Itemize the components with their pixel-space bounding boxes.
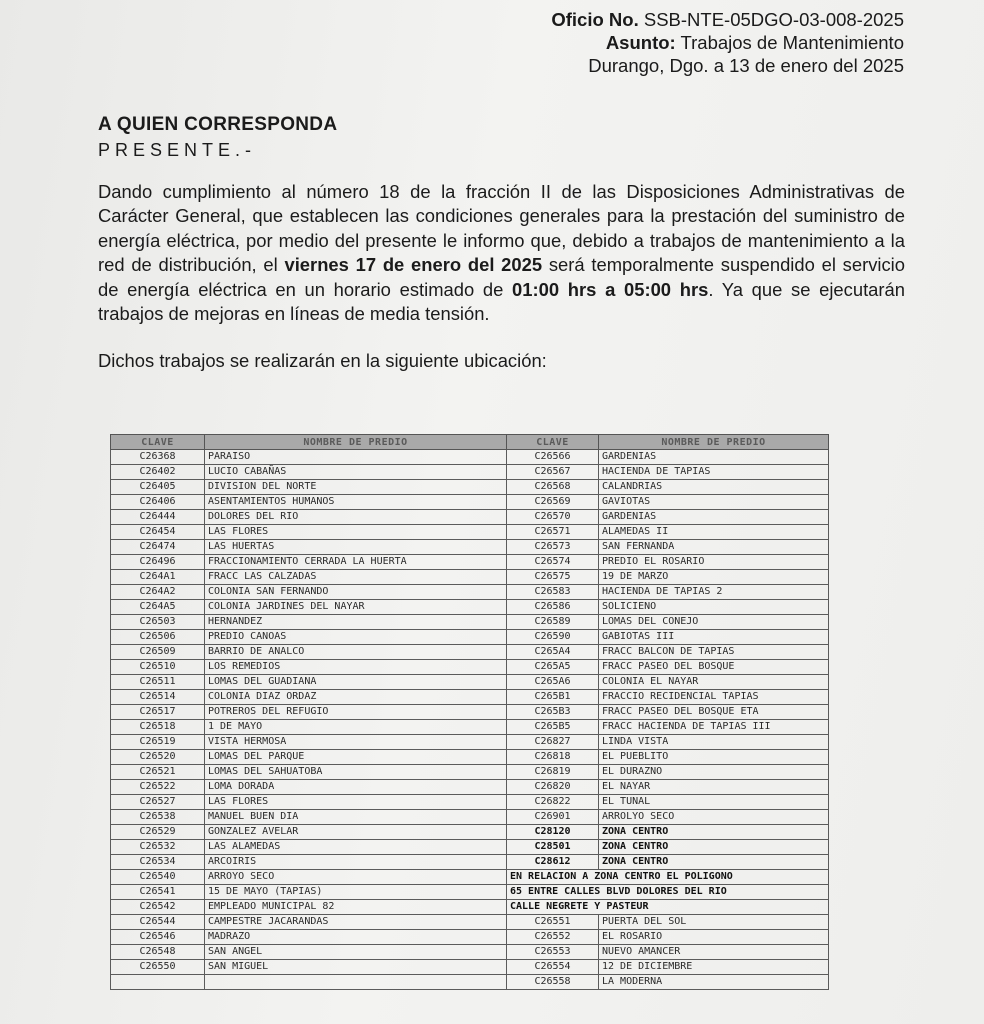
table-row [111,495,829,510]
cell-clave-2: C265A6 [507,675,599,690]
salutation: A QUIEN CORRESPONDA [98,114,338,135]
cell-clave: C26529 [111,825,205,840]
table-row [111,480,829,495]
cell-nombre: PREDIO CANOAS [205,630,507,645]
cell-clave: C26503 [111,615,205,630]
cell-clave: C26511 [111,675,205,690]
cell-nombre: ARROYO SECO [205,870,507,885]
cell-clave-2: C26901 [507,810,599,825]
cell-clave-2: C26558 [507,975,599,990]
table-row [111,780,829,795]
cell-clave-2: C26569 [507,495,599,510]
table-row [111,615,829,630]
cell-nombre-2: EN RELACION A ZONA CENTRO EL POLIGONO [507,870,829,885]
cell-clave-2: C265B3 [507,705,599,720]
cell-nombre-2: CALANDRIAS [599,480,829,495]
cell-clave-2: C26567 [507,465,599,480]
table-row [111,720,829,735]
cell-nombre: COLONIA DIAZ ORDAZ [205,690,507,705]
cell-clave: C26544 [111,915,205,930]
table-header-row [111,435,829,450]
cell-clave: C26538 [111,810,205,825]
cell-clave-2: C26570 [507,510,599,525]
cell-nombre: DIVISION DEL NORTE [205,480,507,495]
table-row [111,450,829,465]
table-row [111,585,829,600]
cell-nombre-2: CALLE NEGRETE Y PASTEUR [507,900,829,915]
cell-clave: C26402 [111,465,205,480]
cell-clave: C26546 [111,930,205,945]
outage-time: 01:00 hrs a 05:00 hrs [512,278,709,300]
cell-clave-2: C26574 [507,555,599,570]
table-row [111,525,829,540]
cell-clave-2: C26590 [507,630,599,645]
cell-nombre: VISTA HERMOSA [205,735,507,750]
cell-clave: C26406 [111,495,205,510]
cell-nombre: POTREROS DEL REFUGIO [205,705,507,720]
cell-clave-2: C26586 [507,600,599,615]
cell-nombre: LOMAS DEL GUADIANA [205,675,507,690]
cell-nombre-2: NUEVO AMANCER [599,945,829,960]
cell-nombre-2: LA MODERNA [599,975,829,990]
cell-clave-2: C28501 [507,840,599,855]
cell-nombre-2: FRACC BALCON DE TAPIAS [599,645,829,660]
cell-nombre-2: GABIOTAS III [599,630,829,645]
cell-nombre: LAS FLORES [205,795,507,810]
cell-clave: C26509 [111,645,205,660]
cell-clave: C26527 [111,795,205,810]
cell-clave-2: C26551 [507,915,599,930]
cell-clave: C26510 [111,660,205,675]
cell-clave-2: C265B5 [507,720,599,735]
cell-nombre-2: GARDENIAS [599,510,829,525]
cell-clave: C26454 [111,525,205,540]
cell-nombre-2: FRACCIO RECIDENCIAL TAPIAS [599,690,829,705]
paragraph-text-1: Dando cumplimiento al número 18 de la fracción II de las Disposiciones Administrativas de Carácter General, que establecen las condiciones generales para la prestación del suministro de energía eléctrica, por medio del presente le informo que, debido a trabajos de mantenimiento a la red de distribución, el [98,181,905,276]
place-date: Durango, Dgo. a 13 de enero del 2025 [588,55,904,76]
cell-nombre: MANUEL BUEN DIA [205,810,507,825]
cell-clave: C26520 [111,750,205,765]
cell-clave-2: C26568 [507,480,599,495]
cell-nombre-2: 19 DE MARZO [599,570,829,585]
cell-nombre-2: HACIENDA DE TAPIAS [599,465,829,480]
cell-nombre-2: HACIENDA DE TAPIAS 2 [599,585,829,600]
cell-clave-2: C26818 [507,750,599,765]
cell-nombre-2: GARDENIAS [599,450,829,465]
cell-clave: C26506 [111,630,205,645]
table-row [111,645,829,660]
table-row [111,915,829,930]
cell-nombre: 15 DE MAYO (TAPIAS) [205,885,507,900]
cell-nombre-2: PREDIO EL ROSARIO [599,555,829,570]
cell-nombre-2: SAN FERNANDA [599,540,829,555]
cell-nombre-2: ZONA CENTRO [599,825,829,840]
cell-nombre: 1 DE MAYO [205,720,507,735]
cell-nombre-2: EL NAYAR [599,780,829,795]
cell-nombre-2: COLONIA EL NAYAR [599,675,829,690]
table-row [111,855,829,870]
outage-date: viernes 17 de enero del 2025 [284,254,543,276]
cell-nombre [205,975,507,990]
cell-clave-2: C265A5 [507,660,599,675]
presente: PRESENTE.- [98,140,257,160]
cell-nombre: PARAISO [205,450,507,465]
header-clave-2: CLAVE [507,435,599,450]
table-row [111,825,829,840]
cell-clave: C26534 [111,855,205,870]
table-row [111,960,829,975]
cell-nombre-2: SOLICIENO [599,600,829,615]
cell-clave: C26522 [111,780,205,795]
cell-clave: C26514 [111,690,205,705]
cell-nombre: COLONIA SAN FERNANDO [205,585,507,600]
cell-clave: C26542 [111,900,205,915]
letter-header [551,8,904,77]
table-row [111,945,829,960]
table-row [111,675,829,690]
cell-clave-2: C26552 [507,930,599,945]
body-paragraph [98,180,905,326]
cell-nombre: ASENTAMIENTOS HUMANOS [205,495,507,510]
header-nombre-2: NOMBRE DE PREDIO [599,435,829,450]
cell-clave: C26550 [111,960,205,975]
oficio-label: Oficio No. [551,9,639,30]
table-row [111,555,829,570]
cell-clave: C26444 [111,510,205,525]
cell-clave: C26519 [111,735,205,750]
cell-nombre-2: EL DURAZNO [599,765,829,780]
cell-clave-2: C26822 [507,795,599,810]
oficio-line [551,8,904,31]
cell-clave: C26541 [111,885,205,900]
cell-nombre: LAS ALAMEDAS [205,840,507,855]
cell-nombre: LAS HUERTAS [205,540,507,555]
cell-clave-2: C26571 [507,525,599,540]
paragraph-text-3: . Ya que se ejecutarán trabajos de mejoras en líneas de media tensión. [98,278,905,325]
table-row [111,765,829,780]
table-body [111,450,829,990]
cell-clave-2: C26575 [507,570,599,585]
header-clave: CLAVE [111,435,205,450]
cell-nombre: GONZALEZ AVELAR [205,825,507,840]
location-intro: Dichos trabajos se realizarán en la siguiente ubicación: [98,350,547,371]
cell-clave-2: C26566 [507,450,599,465]
cell-nombre: EMPLEADO MUNICIPAL 82 [205,900,507,915]
cell-clave: C264A2 [111,585,205,600]
cell-nombre-2: FRACC HACIENDA DE TAPIAS III [599,720,829,735]
locations-table-wrapper [110,434,828,990]
cell-clave-2: C26583 [507,585,599,600]
table-row [111,600,829,615]
oficio-number: SSB-NTE-05DGO-03-008-2025 [643,9,904,30]
cell-clave: C26474 [111,540,205,555]
cell-nombre-2: EL PUEBLITO [599,750,829,765]
cell-nombre-2: EL ROSARIO [599,930,829,945]
asunto-label: Asunto: [605,32,676,53]
table-row [111,630,829,645]
cell-clave-2: C265A4 [507,645,599,660]
cell-nombre: LOMAS DEL SAHUATOBA [205,765,507,780]
cell-nombre-2: ZONA CENTRO [599,855,829,870]
table-row [111,510,829,525]
cell-nombre-2: EL TUNAL [599,795,829,810]
cell-nombre: SAN MIGUEL [205,960,507,975]
table-row [111,660,829,675]
cell-clave-2: C26819 [507,765,599,780]
table-row [111,735,829,750]
cell-clave-2: C28120 [507,825,599,840]
cell-clave: C264A5 [111,600,205,615]
cell-clave-2: C26553 [507,945,599,960]
cell-nombre-2: ALAMEDAS II [599,525,829,540]
cell-clave: C26540 [111,870,205,885]
cell-nombre: BARRIO DE ANALCO [205,645,507,660]
table-row [111,540,829,555]
cell-clave: C26548 [111,945,205,960]
table-row [111,885,829,900]
cell-nombre-2: 12 DE DICIEMBRE [599,960,829,975]
table-row [111,795,829,810]
cell-clave-2: C26589 [507,615,599,630]
asunto-value: Trabajos de Mantenimiento [680,32,904,53]
cell-nombre-2: LINDA VISTA [599,735,829,750]
paragraph-text-2: será temporalmente suspendido el servicio de energía eléctrica en un horario estimado de [98,254,905,300]
table-row [111,930,829,945]
cell-nombre: CAMPESTRE JACARANDAS [205,915,507,930]
table-row [111,570,829,585]
cell-clave-2: C265B1 [507,690,599,705]
table-row [111,750,829,765]
cell-nombre: DOLORES DEL RIO [205,510,507,525]
table-row [111,690,829,705]
cell-nombre: LOMA DORADA [205,780,507,795]
cell-nombre-2: FRACC PASEO DEL BOSQUE ETA [599,705,829,720]
asunto-line [551,31,904,54]
cell-clave-2: C26827 [507,735,599,750]
table-row [111,810,829,825]
cell-nombre: LOS REMEDIOS [205,660,507,675]
cell-clave: C26517 [111,705,205,720]
cell-nombre: LOMAS DEL PARQUE [205,750,507,765]
cell-nombre: SAN ANGEL [205,945,507,960]
table-row [111,870,829,885]
cell-clave: C26496 [111,555,205,570]
cell-clave-2: C28612 [507,855,599,870]
cell-nombre-2: 65 ENTRE CALLES BLVD DOLORES DEL RIO [507,885,829,900]
cell-nombre: HERNANDEZ [205,615,507,630]
cell-nombre-2: ZONA CENTRO [599,840,829,855]
table-row [111,465,829,480]
cell-nombre: LUCIO CABAÑAS [205,465,507,480]
cell-nombre: LAS FLORES [205,525,507,540]
cell-nombre: ARCOIRIS [205,855,507,870]
cell-nombre: FRACCIONAMIENTO CERRADA LA HUERTA [205,555,507,570]
locations-table [110,434,829,990]
cell-clave: C26521 [111,765,205,780]
cell-clave: C26518 [111,720,205,735]
cell-clave: C26532 [111,840,205,855]
table-row [111,840,829,855]
table-row [111,900,829,915]
cell-nombre: FRACC LAS CALZADAS [205,570,507,585]
table-row [111,975,829,990]
cell-nombre-2: PUERTA DEL SOL [599,915,829,930]
cell-nombre-2: ARROLYO SECO [599,810,829,825]
cell-nombre-2: GAVIOTAS [599,495,829,510]
cell-clave-2: C26573 [507,540,599,555]
cell-nombre-2: LOMAS DEL CONEJO [599,615,829,630]
cell-nombre: COLONIA JARDINES DEL NAYAR [205,600,507,615]
cell-clave: C26368 [111,450,205,465]
cell-clave-2: C26820 [507,780,599,795]
table-row [111,705,829,720]
cell-clave [111,975,205,990]
cell-nombre: MADRAZO [205,930,507,945]
cell-clave: C264A1 [111,570,205,585]
cell-clave: C26405 [111,480,205,495]
cell-clave-2: C26554 [507,960,599,975]
header-nombre: NOMBRE DE PREDIO [205,435,507,450]
cell-nombre-2: FRACC PASEO DEL BOSQUE [599,660,829,675]
